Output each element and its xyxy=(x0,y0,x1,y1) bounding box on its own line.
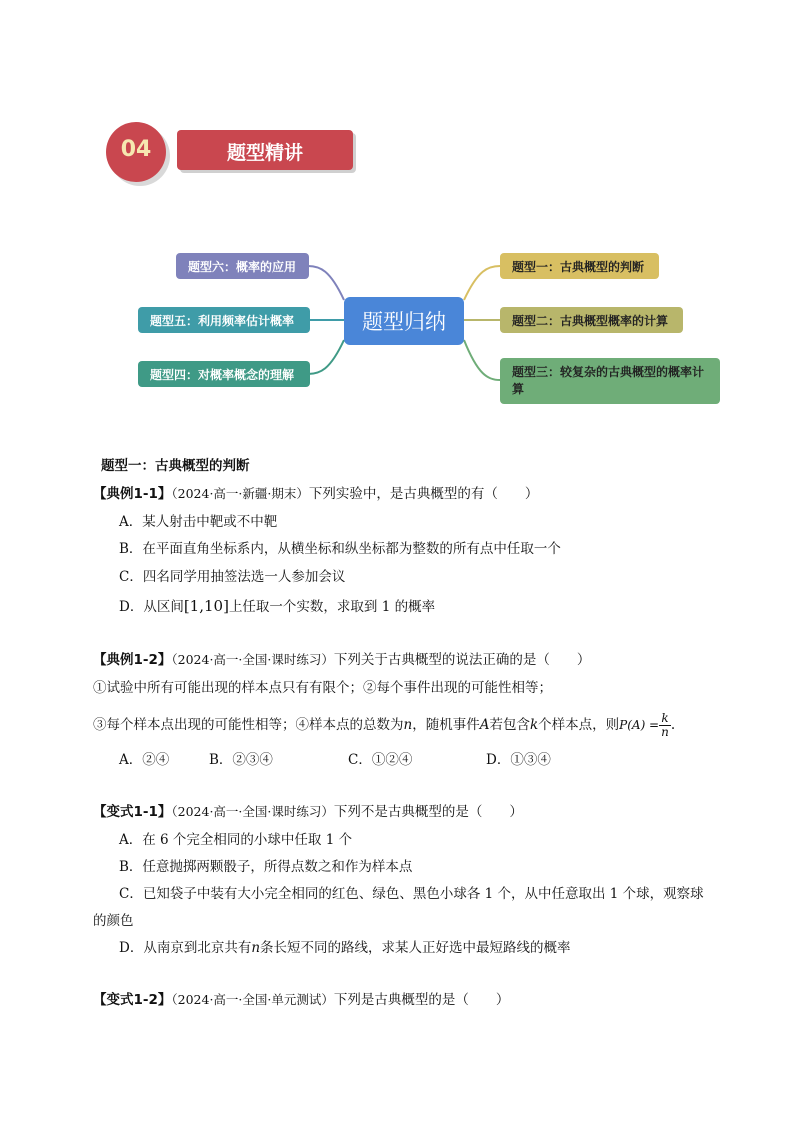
mindmap-node-2: 题型二：古典概型概率的计算 xyxy=(500,307,683,333)
option-d xyxy=(119,596,435,617)
text-segment: 条长短不同的路线，求某人正好选中最短路线的概率 xyxy=(260,940,571,956)
mindmap-node-5: 题型五：利用频率估计概率 xyxy=(138,307,310,333)
variant-1-1-header xyxy=(93,802,523,822)
option-a: A．②④ xyxy=(119,752,170,768)
option-b: B．在平面直角坐标系内，从横坐标和纵坐标都为整数的所有点中任取一个 xyxy=(119,541,561,557)
option-c-continued: 的颜色 xyxy=(93,913,134,929)
connector-right-3 xyxy=(464,340,500,380)
statement-line-1: ①试验中所有可能出现的样本点只有有限个；②每个事件出现的可能性相等； xyxy=(93,680,552,696)
section-title: 题型精讲 xyxy=(226,142,303,164)
example-source: （2024·高一·全国·课时练习） xyxy=(171,652,334,667)
option-b: B．②③④ xyxy=(209,752,273,768)
option-c: C．①②④ xyxy=(348,752,413,768)
variant-1-2-header xyxy=(93,990,509,1010)
variable-a: A xyxy=(479,717,490,733)
variant-question: 下列是古典概型的是（ ） xyxy=(333,992,510,1008)
text-segment: 若包含 xyxy=(489,717,530,733)
variant-tag: 【变式1-1】 xyxy=(93,804,172,820)
mindmap-node-6: 题型六：概率的应用 xyxy=(176,253,309,279)
example-1-1-header xyxy=(93,484,538,504)
option-d-suffix: 上任取一个实数，求取到 1 的概率 xyxy=(228,599,436,615)
variant-question: 下列不是古典概型的是（ ） xyxy=(333,804,523,820)
variant-source: （2024·高一·全国·单元测试） xyxy=(171,992,334,1007)
mindmap-node-3-line2: 算 xyxy=(512,382,525,396)
connector-left-3 xyxy=(308,340,344,374)
option-c: C．已知袋子中装有大小完全相同的红色、绿色、黑色小球各 1 个，从中任意取出 1 个球，观察球 xyxy=(119,886,704,902)
interval-expression: [1,10] xyxy=(183,597,229,615)
option-c: C．四名同学用抽签法选一人参加会议 xyxy=(119,569,346,585)
text-segment: ③每个样本点出现的可能性相等；④样本点的总数为 xyxy=(93,717,404,733)
variant-tag: 【变式1-2】 xyxy=(93,992,172,1008)
connector-right-1 xyxy=(464,266,500,300)
variant-source: （2024·高一·全国·课时练习） xyxy=(171,804,334,819)
option-d: D．①③④ xyxy=(486,752,551,768)
mindmap-node-3 xyxy=(500,358,720,404)
option-a: A．某人射击中靶或不中靶 xyxy=(119,514,278,530)
example-question: 下列关于古典概型的说法正确的是（ ） xyxy=(333,652,591,668)
text-segment: 个样本点，则 xyxy=(538,717,620,733)
example-question: 下列实验中，是古典概型的有（ ） xyxy=(308,486,539,502)
statement-line-2 xyxy=(93,708,675,742)
example-source: （2024·高一·新疆·期末） xyxy=(171,486,309,501)
option-b: B．任意抛掷两颗骰子，所得点数之和作为样本点 xyxy=(119,859,413,875)
fraction-numerator: k xyxy=(659,712,671,726)
mindmap-node-3-line1: 题型三：较复杂的古典概型的概率计 xyxy=(512,365,705,379)
mindmap-node-1: 题型一：古典概型的判断 xyxy=(500,253,659,279)
section-number: 04 xyxy=(120,137,152,162)
variable-n: n xyxy=(403,717,413,733)
option-d xyxy=(119,938,571,958)
connector-left-1 xyxy=(308,266,344,300)
option-a: A．在 6 个完全相同的小球中任取 1 个 xyxy=(119,832,353,848)
question-type-heading: 题型一：古典概型的判断 xyxy=(101,458,250,474)
mindmap-center-node: 题型归纳 xyxy=(344,297,464,345)
fraction xyxy=(659,712,671,739)
variable-k: k xyxy=(529,717,539,733)
text-segment: D．从南京到北京共有 xyxy=(119,940,252,956)
text-segment: . xyxy=(670,717,676,733)
example-tag: 【典例1-2】 xyxy=(93,652,172,668)
fraction-denominator: n xyxy=(661,724,669,739)
variable-n: n xyxy=(251,940,261,956)
probability-formula: P(A) = xyxy=(619,718,660,732)
example-tag: 【典例1-1】 xyxy=(93,486,172,502)
text-segment: ，随机事件 xyxy=(412,717,480,733)
option-d-prefix: D．从区间 xyxy=(119,599,184,615)
mindmap-node-4: 题型四：对概率概念的理解 xyxy=(138,361,310,387)
example-1-2-header xyxy=(93,650,590,670)
